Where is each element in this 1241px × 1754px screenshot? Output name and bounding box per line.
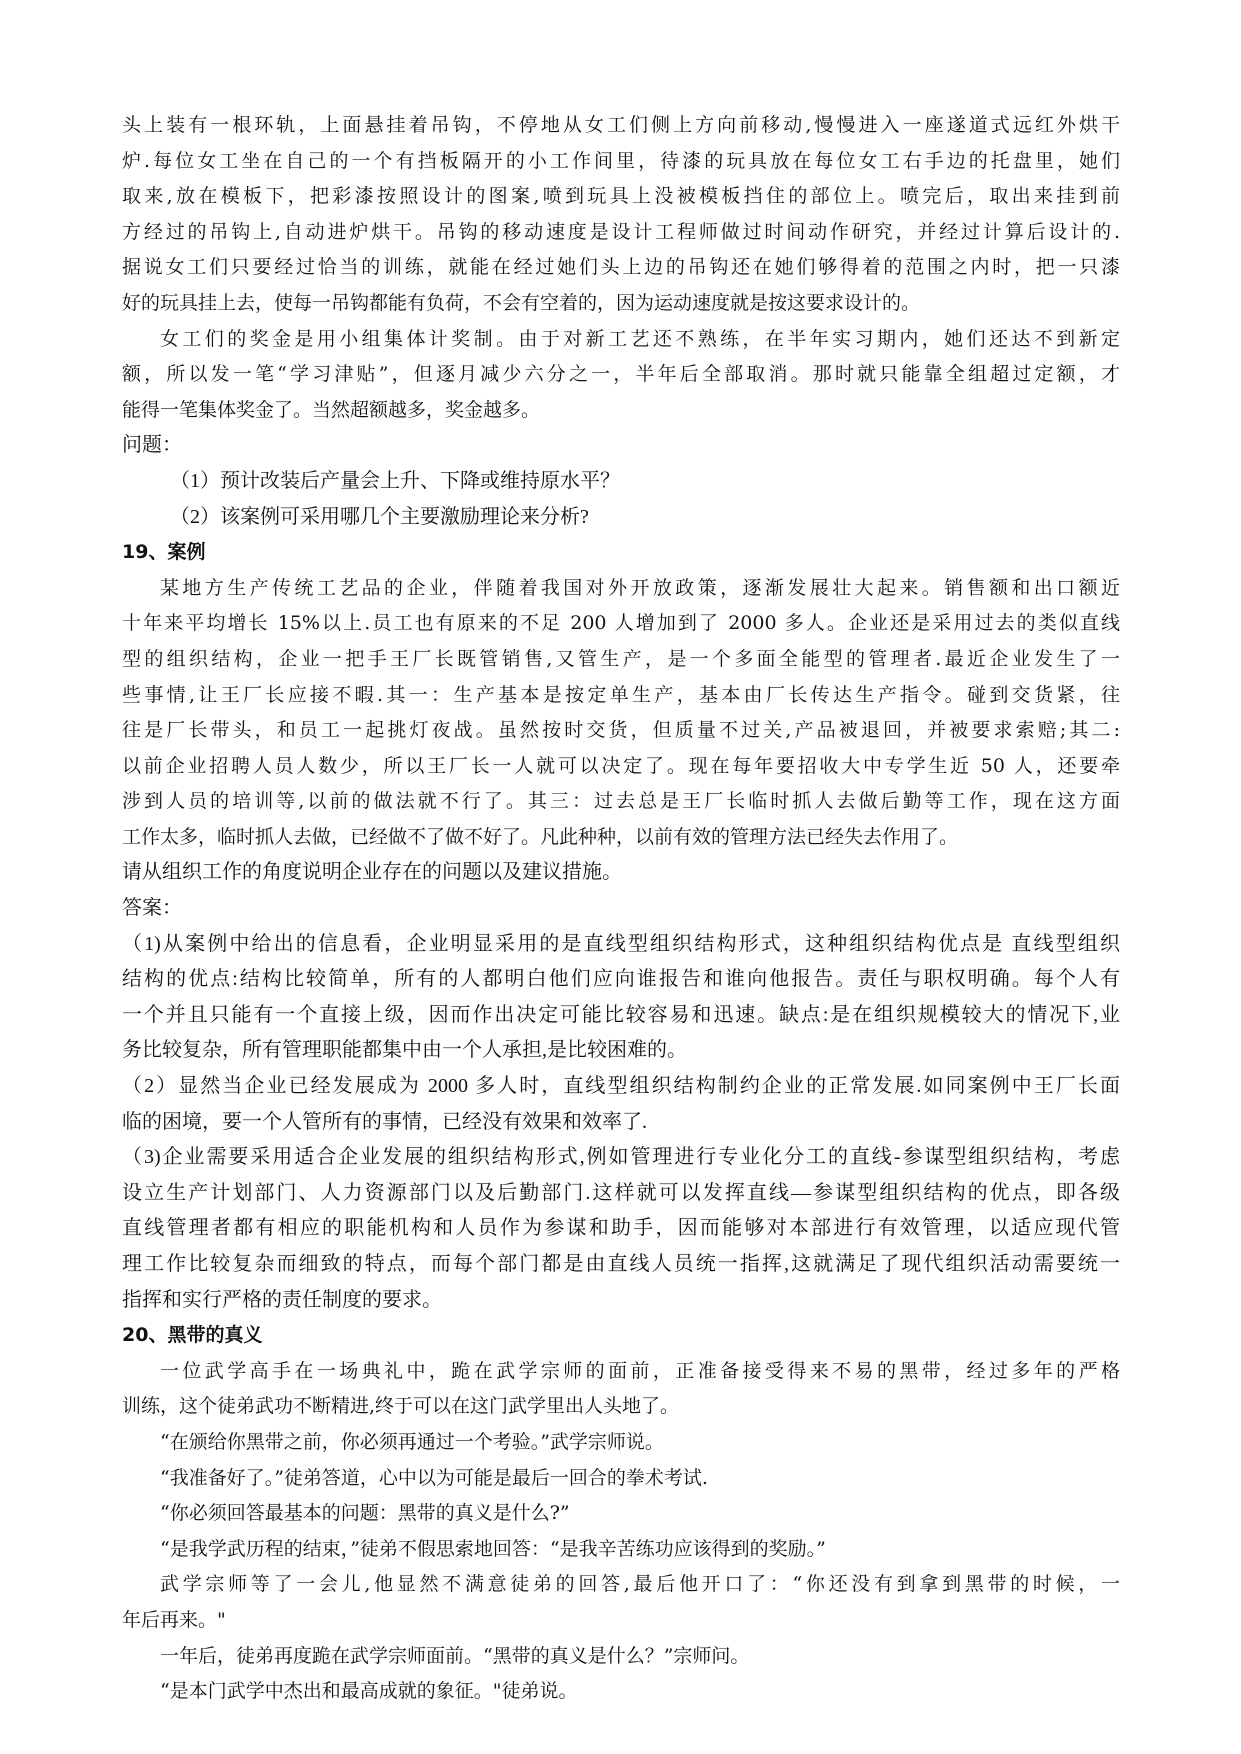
text-line: 一个并且只能有一个直接上级，因而作出决定可能比较容易和迅速。缺点:是在组织规模较大的情况下,业: [122, 1003, 1120, 1026]
answer-point-1: [122, 927, 1120, 1069]
text-line: 临的困境，要一个人管所有的事情，已经没有效果和效率了.: [122, 1110, 647, 1133]
text-line: 十年来平均增长 15%以上.员工也有原来的不足 200 人增加到了 2000 多人。企业还是采用过去的类似直线: [122, 612, 1120, 635]
text-line: 方经过的吊钩上,自动进炉烘干。吊钩的移动速度是设计工程师做过时间动作研究，并经过计算后设计的.: [122, 220, 1120, 243]
text-line: 务比较复杂，所有管理职能都集中由一个人承担,是比较困难的。: [122, 1039, 687, 1062]
answer-label: 答案：: [122, 897, 182, 920]
text-line: 型的组织结构，企业一把手王厂长既管销售,又管生产，是一个多面全能型的管理者.最近企业发生了一: [122, 647, 1120, 670]
case-19-question: 请从组织工作的角度说明企业存在的问题以及建议措施。: [122, 861, 622, 884]
text-line: 些事情,让王厂长应接不暇.其一：生产基本是按定单生产，基本由厂长传达生产指令。碰到交货紧，往: [122, 683, 1120, 706]
text-line: 武学宗师等了一会儿,他显然不满意徒弟的回答,最后他开口了：“你还没有到拿到黑带的时候，一: [160, 1573, 1120, 1596]
question-item: （1）预计改装后产量会上升、下降或维持原水平？: [170, 469, 620, 492]
story-20-paragraph-1: [122, 1354, 1120, 1425]
text-line: 女工们的奖金是用小组集体计奖制。由于对新工艺还不熟练，在半年实习期内，她们还达不到新定: [160, 327, 1120, 350]
text-line: 炉.每位女工坐在自己的一个有挡板隔开的小工作间里，待漆的玩具放在每位女工右手边的托盘里，她们: [122, 149, 1120, 172]
story-20-heading: 20、黑带的真义: [122, 1324, 263, 1347]
text-line: 以前企业招聘人员人数少，所以王厂长一人就可以决定了。现在每年要招收大中专学生近 50 人，还要牵: [122, 754, 1120, 777]
question-item: （2）该案例可采用哪几个主要激励理论来分析?: [170, 505, 589, 528]
text-line: 年后再来。": [122, 1608, 226, 1631]
answer-point-2: [122, 1069, 1120, 1140]
text-line: 设立生产计划部门、人力资源部门以及后勤部门.这样就可以发挥直线—参谋型组织结构的优点，即各级: [122, 1181, 1120, 1204]
text-line: 结构的优点:结构比较简单，所有的人都明白他们应向谁报告和谁向他报告。责任与职权明确。每个人有: [122, 968, 1120, 991]
case-19-heading: 19、案例: [122, 541, 206, 564]
questions-label: 问题：: [122, 434, 182, 457]
text-line: （3)企业需要采用适合企业发展的组织结构形式,例如管理进行专业化分工的直线-参谋型组织结构，考虑: [122, 1146, 1120, 1169]
story-20-paragraph-3: 一年后，徒弟再度跪在武学宗师面前。“黑带的真义是什么？”宗师问。: [160, 1644, 750, 1667]
story-20-paragraph-4: “是本门武学中杰出和最高成就的象征。"徒弟说。: [160, 1680, 578, 1703]
text-line: 涉到人员的培训等,以前的做法就不行了。其三：过去总是王厂长临时抓人去做后勤等工作，现在这方面: [122, 790, 1120, 813]
text-line: 指挥和实行严格的责任制度的要求。: [122, 1288, 442, 1311]
text-line: 能得一笔集体奖金了。当然超额越多，奖金越多。: [122, 398, 541, 421]
text-line: 据说女工们只要经过恰当的训练，就能在经过她们头上边的吊钩还在她们够得着的范围之内时，把一只漆: [122, 256, 1120, 279]
text-line: 往是厂长带头，和员工一起挑灯夜战。虽然按时交货，但质量不过关,产品被退回，并被要求索赔;其二:: [122, 719, 1120, 742]
dialogue-line: “是我学武历程的结束，”徒弟不假思索地回答：“是我辛苦练功应该得到的奖励。”: [160, 1537, 826, 1560]
intro-case-paragraph-2: [122, 322, 1120, 429]
intro-case-paragraph-1: [122, 108, 1120, 322]
story-20-paragraph-2: [122, 1567, 1120, 1638]
text-line: 好的玩具挂上去，使每一吊钩都能有负荷，不会有空着的，因为运动速度就是按这要求设计的。: [122, 291, 921, 314]
text-line: （1)从案例中给出的信息看，企业明显采用的是直线型组织结构形式，这种组织结构优点是 直线型组织: [122, 932, 1120, 955]
dialogue-line: “你必须回答最基本的问题：黑带的真义是什么?”: [160, 1502, 570, 1525]
answer-point-3: [122, 1140, 1120, 1318]
dialogue-line: “我准备好了。”徒弟答道，心中以为可能是最后一回合的拳术考试.: [160, 1466, 708, 1489]
text-line: 某地方生产传统工艺品的企业，伴随着我国对外开放政策，逐渐发展壮大起来。销售额和出口额近: [160, 576, 1120, 599]
text-line: 工作太多，临时抓人去做，已经做不了做不好了。凡此种种，以前有效的管理方法已经失去作用了。: [122, 825, 959, 848]
text-line: （2）显然当企业已经发展成为 2000 多人时，直线型组织结构制约企业的正常发展.如同案例中王厂长面: [122, 1075, 1120, 1098]
text-line: 理工作比较复杂而细致的特点，而每个部门都是由直线人员统一指挥,这就满足了现代组织活动需要统一: [122, 1253, 1120, 1275]
text-line: 训练，这个徒弟武功不断精进,终于可以在这门武学里出人头地了。: [122, 1395, 680, 1418]
text-line: 额，所以发一笔“学习津贴”，但逐月减少六分之一，半年后全部取消。那时就只能靠全组超过定额，才: [122, 363, 1120, 386]
dialogue-line: “在颁给你黑带之前，你必须再通过一个考验。”武学宗师说。: [160, 1430, 664, 1453]
text-line: 一位武学高手在一场典礼中，跪在武学宗师的面前，正准备接受得来不易的黑带，经过多年的严格: [160, 1359, 1120, 1382]
text-line: 直线管理者都有相应的职能机构和人员作为参谋和助手，因而能够对本部进行有效管理，以适应现代管: [122, 1217, 1120, 1240]
text-line: 取来,放在模板下，把彩漆按照设计的图案,喷到玩具上没被模板挡住的部位上。喷完后，取出来挂到前: [122, 185, 1120, 208]
document-page: [122, 108, 1120, 1710]
case-19-paragraph: [122, 571, 1120, 856]
text-line: 头上装有一根环轨，上面悬挂着吊钩，不停地从女工们侧上方向前移动,慢慢进入一座遂道式远红外烘干: [122, 114, 1120, 136]
